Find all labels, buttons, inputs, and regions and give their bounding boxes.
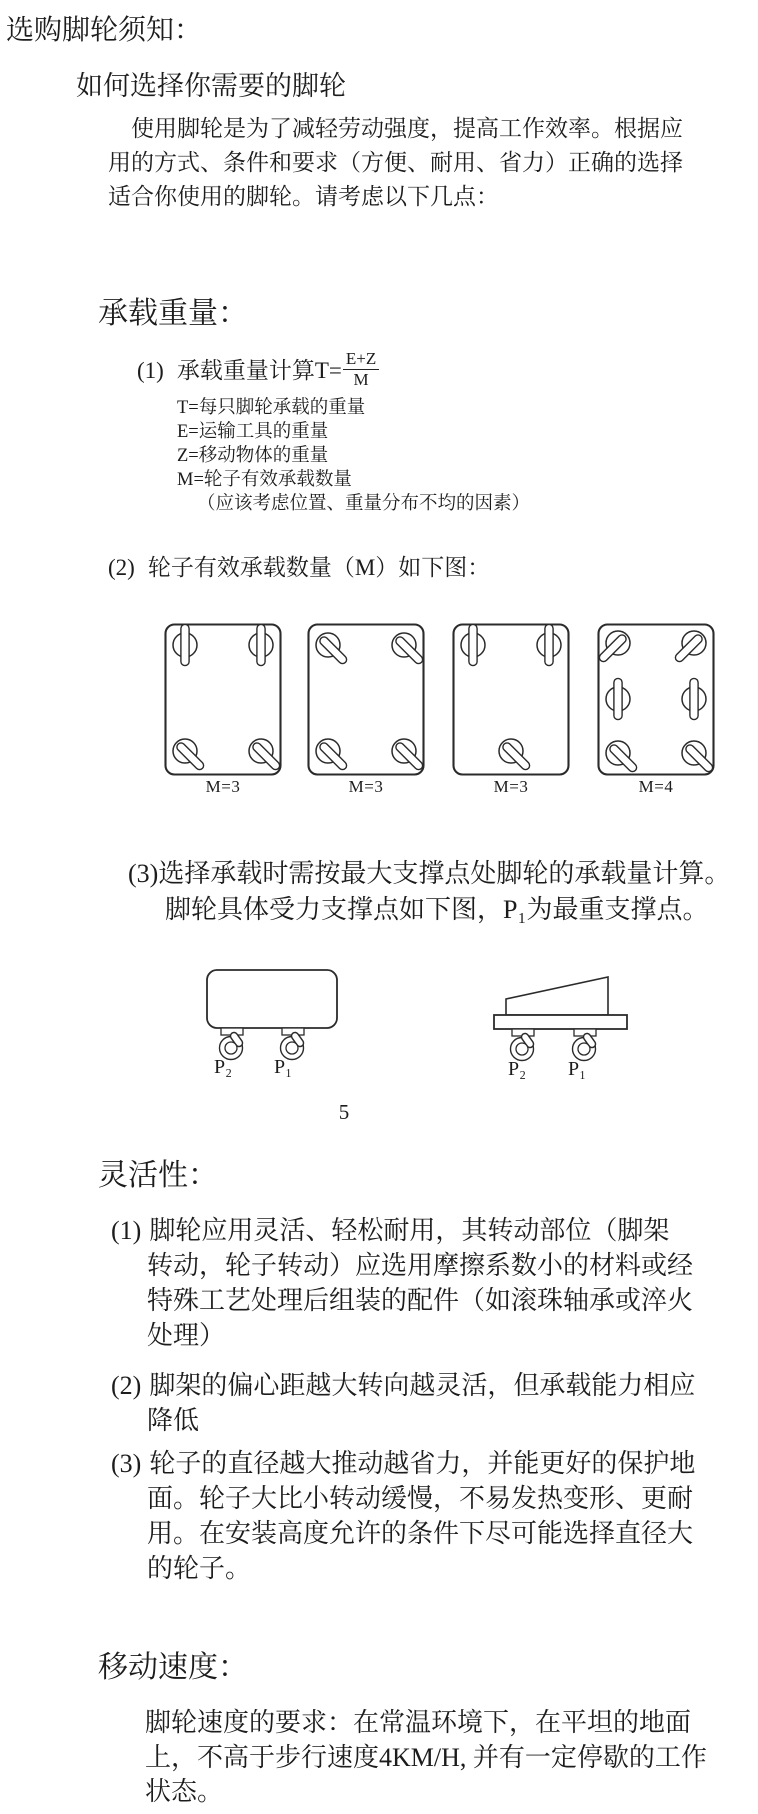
- item-line: 用。在安装高度允许的条件下尽可能选择直径大: [147, 1519, 694, 1548]
- support-diagram-left: [195, 962, 345, 1070]
- intro-line: 适合你使用的脚轮。请考虑以下几点：: [108, 184, 499, 209]
- wheel-diagram: [307, 623, 425, 797]
- wheel-diagram-label: M=3: [493, 777, 529, 796]
- formula-fraction: [343, 349, 379, 389]
- definition-line: E=运输工具的重量: [177, 422, 329, 442]
- item-line: (3)选择承载时需按最大支撑点处脚轮的承载量计算。: [128, 859, 731, 888]
- support-note-item: [128, 856, 730, 928]
- item-line: 的轮子。: [147, 1554, 252, 1583]
- fraction-denominator: M: [353, 369, 369, 389]
- item-line: [111, 1213, 693, 1248]
- calc-text: 承载重量计算T=: [176, 358, 342, 383]
- wheel-diagram-svg: [307, 623, 425, 776]
- wheel-diagram: [597, 623, 715, 797]
- item-line: [111, 1446, 695, 1481]
- support-diagram-right: [478, 958, 638, 1070]
- formula-definitions: [177, 396, 530, 516]
- flexibility-item: [111, 1213, 693, 1353]
- item-line: 脚轮具体受力支撑点如下图，P₁为最重支撑点。: [165, 895, 709, 924]
- item-line: 处理）: [147, 1321, 226, 1350]
- definition-note: （应该考虑位置、重量分布不均的因素）: [197, 494, 531, 514]
- definition-line: Z=移动物体的重量: [177, 446, 329, 466]
- load-calc-item: [137, 348, 379, 393]
- wheel-diagram-svg: [452, 623, 570, 776]
- flexibility-item: [111, 1446, 695, 1586]
- page-number: 5: [338, 1100, 350, 1124]
- moving-speed-heading: 移动速度：: [98, 1651, 248, 1684]
- item-line-text: 脚轮应用灵活、轻松耐用，其转动部位（脚架: [149, 1216, 670, 1245]
- intro-line: 使用脚轮是为了减轻劳动强度，提高工作效率。根据应: [131, 116, 683, 141]
- item-number: (1): [137, 358, 164, 383]
- item-line-text: 脚架的偏心距越大转向越灵活，但承载能力相应: [149, 1371, 696, 1400]
- speed-paragraph: [145, 1706, 707, 1810]
- item-line-text: 轮子的直径越大推动越省力，并能更好的保护地: [149, 1449, 696, 1478]
- support-point-label: P₂: [508, 1058, 527, 1080]
- fraction-numerator: E+Z: [343, 349, 379, 370]
- item-number: (3): [111, 1449, 142, 1478]
- wheel-diagram-label: M=3: [205, 777, 241, 796]
- item-number: (2): [111, 1371, 142, 1400]
- item-number: (2): [108, 555, 135, 580]
- support-point-label: P₁: [274, 1056, 293, 1078]
- item-line: 面。轮子大比小转动缓慢，不易发热变形、更耐: [147, 1484, 694, 1513]
- wheel-diagram-label: M=4: [638, 777, 674, 796]
- item-line: [111, 1368, 695, 1403]
- item-line: 降低: [147, 1406, 200, 1435]
- how-to-choose-heading: 如何选择你需要的脚轮: [76, 71, 346, 101]
- speed-line: 上，不高于步行速度4KM/H, 并有一定停歇的工作: [145, 1742, 707, 1772]
- flexibility-item: [111, 1368, 695, 1438]
- intro-line: 用的方式、条件和要求（方便、耐用、省力）正确的选择: [108, 150, 683, 175]
- wheel-diagram: [452, 623, 570, 797]
- definition-line: M=轮子有效承载数量: [177, 470, 352, 490]
- effective-count-text: 轮子有效承载数量（M）如下图：: [147, 555, 491, 580]
- wheel-diagram-svg: [597, 623, 715, 776]
- support-point-label: P₂: [214, 1056, 233, 1078]
- page-title: 选购脚轮须知：: [6, 15, 203, 46]
- effective-count-item: [108, 549, 490, 582]
- item-line: 转动，轮子转动）应选用摩擦系数小的材料或经: [147, 1251, 694, 1280]
- flexibility-heading: 灵活性：: [98, 1159, 218, 1192]
- intro-paragraph: [108, 112, 683, 214]
- item-line: 特殊工艺处理后组装的配件（如滚珠轴承或淬火: [147, 1286, 694, 1315]
- item-number: (1): [111, 1216, 142, 1245]
- definition-line: T=每只脚轮承载的重量: [177, 398, 366, 418]
- support-point-label: P₁: [568, 1058, 587, 1080]
- wheel-diagram-label: M=3: [348, 777, 384, 796]
- wheel-diagram-svg: [164, 623, 282, 776]
- wheel-diagram: [164, 623, 282, 797]
- load-weight-heading: 承载重量：: [98, 297, 248, 330]
- speed-line: 状态。: [145, 1777, 224, 1806]
- speed-line: 脚轮速度的要求：在常温环境下，在平坦的地面: [145, 1708, 692, 1737]
